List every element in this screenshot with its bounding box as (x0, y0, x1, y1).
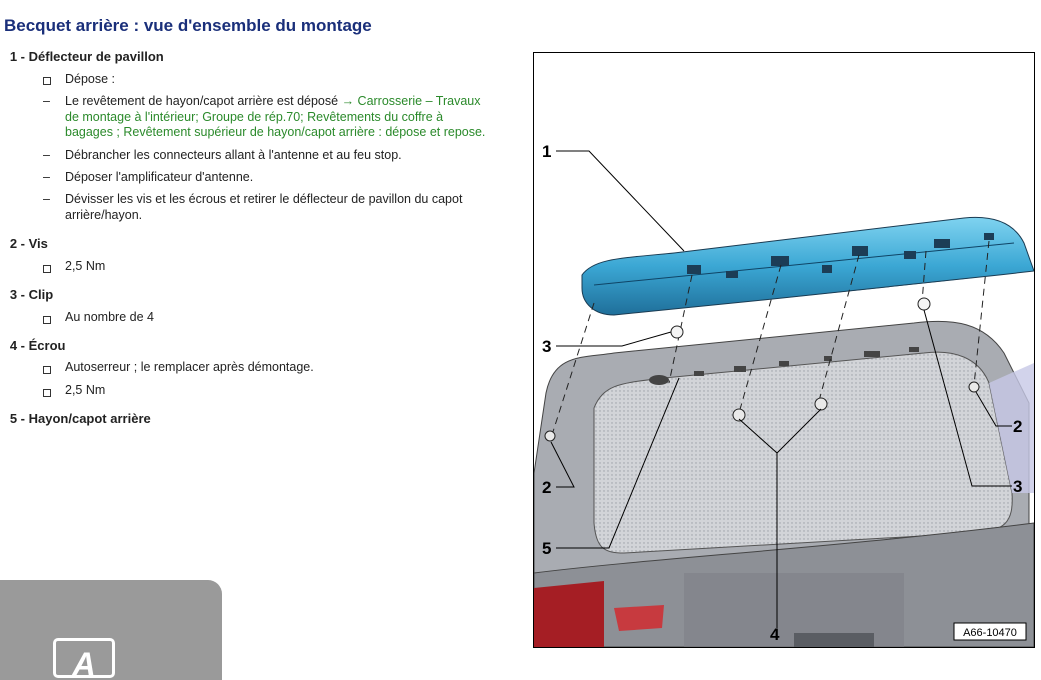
item-heading-4 (4, 338, 65, 353)
item-title: Hayon/capot arrière (28, 411, 151, 426)
reference-link[interactable]: → Carrosserie – Travaux (341, 94, 481, 108)
checkbox-bullet-icon (43, 77, 51, 85)
step-text: arrière/hayon. (65, 207, 143, 222)
list-item: 2,5 Nm (65, 383, 106, 397)
callout-2-left: 2 (542, 478, 552, 497)
item-number: 1 - (9, 49, 25, 64)
assembly-figure (533, 52, 1035, 648)
callout-3-left: 3 (542, 337, 552, 356)
page-title: Becquet arrière : vue d'ensemble du montage (4, 16, 372, 35)
checkbox-bullet-icon (43, 389, 51, 397)
checkbox-bullet-icon (43, 316, 51, 324)
item-number: 2 - (9, 236, 25, 251)
item-heading-1 (4, 49, 164, 64)
step-text: Le revêtement de hayon/capot arrière est déposé (65, 94, 342, 108)
list-item (65, 94, 525, 141)
checkbox-bullet-icon (43, 265, 51, 273)
list-item: 2,5 Nm (65, 259, 106, 273)
list-item: Débrancher les connecteurs allant à l'antenne et au feu stop. (65, 148, 402, 162)
list-item: Déposer l'amplificateur d'antenne. (65, 170, 254, 184)
item-title: Écrou (28, 338, 66, 353)
list-item (65, 192, 525, 223)
callout-4: 4 (770, 625, 780, 644)
checkbox-bullet-icon (43, 366, 51, 374)
badge: A (53, 638, 115, 678)
list-item: Dépose : (65, 72, 116, 86)
dash-bullet-icon: – (43, 148, 50, 162)
dash-bullet-icon: – (43, 94, 50, 108)
item-number: 5 - (9, 411, 25, 426)
exploded-view-drawing (534, 53, 1034, 647)
callout-3-right: 3 (1013, 477, 1023, 496)
roof-spoiler (582, 217, 1034, 315)
callout-5: 5 (542, 539, 552, 558)
item-heading-3 (4, 287, 53, 302)
dash-bullet-icon: – (43, 192, 50, 206)
dash-bullet-icon: – (43, 170, 50, 184)
item-number: 4 - (9, 338, 25, 353)
list-item: Au nombre de 4 (65, 310, 154, 324)
reference-link-line[interactable]: de montage à l'intérieur; Groupe de rép.70; Revêtements du coffre à (65, 109, 444, 124)
list-item: Autoserreur ; le remplacer après démontage. (65, 360, 314, 374)
reference-link-line[interactable]: bagages ; Revêtement supérieur de hayon/capot arrière : dépose et repose. (65, 125, 486, 139)
item-heading-5 (4, 411, 151, 426)
callout-2-right: 2 (1013, 417, 1023, 436)
callout-1: 1 (542, 142, 552, 161)
figure-reference: A66-10470 (963, 627, 1017, 639)
step-text: Dévisser les vis et les écrous et retirer le déflecteur de pavillon du capot (65, 192, 463, 206)
item-number: 3 - (9, 287, 25, 302)
item-heading-2 (4, 236, 48, 251)
item-title: Déflecteur de pavillon (28, 49, 164, 64)
item-title: Vis (28, 236, 48, 251)
item-title: Clip (28, 287, 54, 302)
